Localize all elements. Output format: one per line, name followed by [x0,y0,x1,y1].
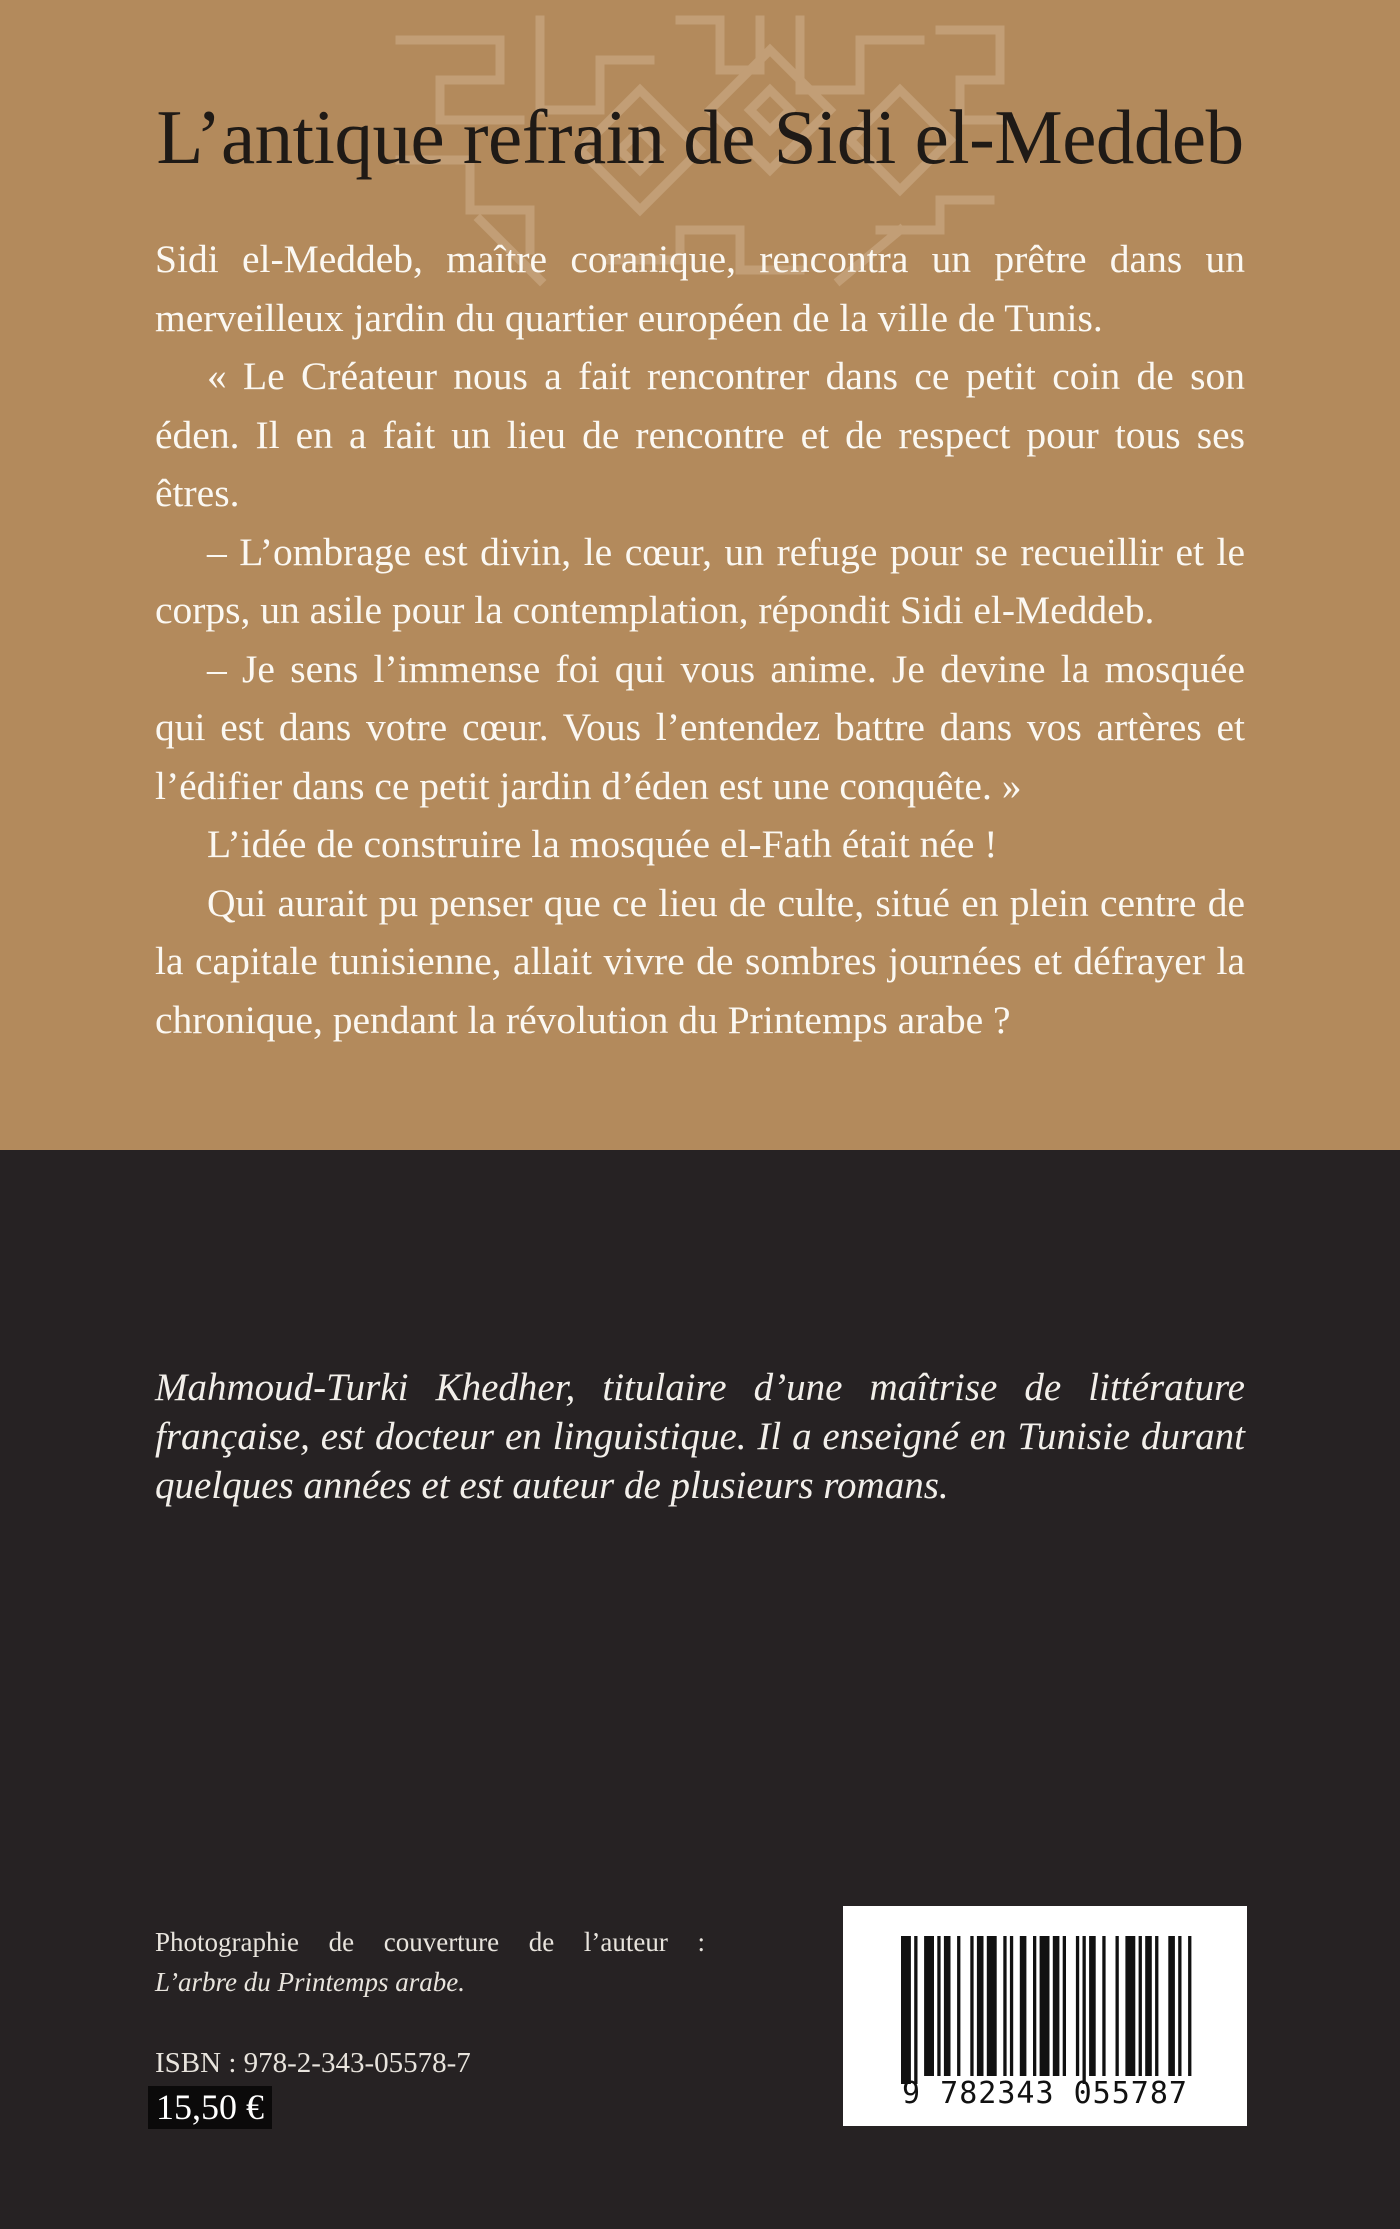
barcode-bar [1010,1936,1013,2076]
barcode-digits: 9 782343 055787 [902,2076,1188,2111]
photo-credit-title: L’arbre du Printemps arabe. [155,1967,465,1997]
barcode-bar [1020,1936,1027,2076]
barcode-bar [1155,1936,1158,2076]
barcode-bar [987,1936,997,2076]
barcode-bar [1178,1936,1181,2076]
barcode-bar [1040,1936,1050,2076]
barcode-bar [1139,1936,1142,2076]
isbn-text: ISBN : 978-2-343-05578-7 [155,2047,471,2079]
blurb-paragraph: Qui aurait pu penser que ce lieu de culte, situé en plein centre de la capitale tunisienne, allait vivre de sombres journées et défrayer la chronique, pendant la révolution du Printemps arabe ? [155,880,1245,1042]
back-cover-blurb [155,230,1245,1049]
book-title: L’antique refrain de Sidi el-Meddeb [156,94,1244,180]
photo-credit-label: Photographie de couverture de l’auteur : [155,1927,705,1957]
barcode-bar [1076,1936,1079,2076]
barcode-bar [937,1936,940,2076]
blurb-paragraph: – L’ombrage est divin, le cœur, un refuge pour se recueillir et le corps, un asile pour la contemplation, répondit Sidi el-Meddeb. [155,529,1245,632]
barcode-bar [1188,1936,1191,2076]
barcode [843,1906,1247,2126]
barcode-bar [1168,1936,1175,2076]
blurb-paragraph: – Je sens l’immense foi qui vous anime. Je devine la mosquée qui est dans votre cœur. Vous l’entendez battre dans vos artères et l’édifier dans ce petit jardin d’éden est une conquête. » [155,646,1245,808]
barcode-bar [970,1936,973,2076]
barcode-bar [977,1936,984,2076]
blurb-paragraph: Sidi el-Meddeb, maître coranique, rencontra un prêtre dans un merveilleux jardin du quartier européen de la ville de Tunis. [155,237,1245,340]
barcode-bar [1063,1936,1066,2076]
barcode-bar [924,1936,934,2076]
barcode-bar [1003,1936,1006,2076]
barcode-bar [1125,1936,1135,2076]
barcode-bar [1033,1936,1036,2076]
barcode-bar [1083,1936,1086,2084]
barcode-bar [914,1936,917,2084]
blurb-paragraph: « Le Créateur nous a fait rencontrer dans ce petit coin de son éden. Il en a fait un lieu de rencontre et de respect pour tous ses êtres. [155,354,1245,515]
barcode-bar [1145,1936,1152,2076]
barcode-bar [1116,1936,1119,2076]
price-tag: 15,50 € [148,2086,272,2129]
author-bio: Mahmoud-Turki Khedher, titulaire d’une maîtrise de littérature française, est docteur en linguistique. Il a enseigné en Tunisie durant quelques années et est auteur de plusieurs romans. [155,1366,1245,1507]
blurb-paragraph: L’idée de construire la mosquée el-Fath était née ! [207,822,998,866]
barcode-bar [901,1936,911,2084]
barcode-bar [1102,1936,1105,2076]
barcode-bar [1053,1936,1060,2076]
barcode-bar [944,1936,951,2076]
photo-credit [155,1922,705,2002]
barcode-bar [1089,1936,1096,2076]
barcode-bar [957,1936,960,2076]
